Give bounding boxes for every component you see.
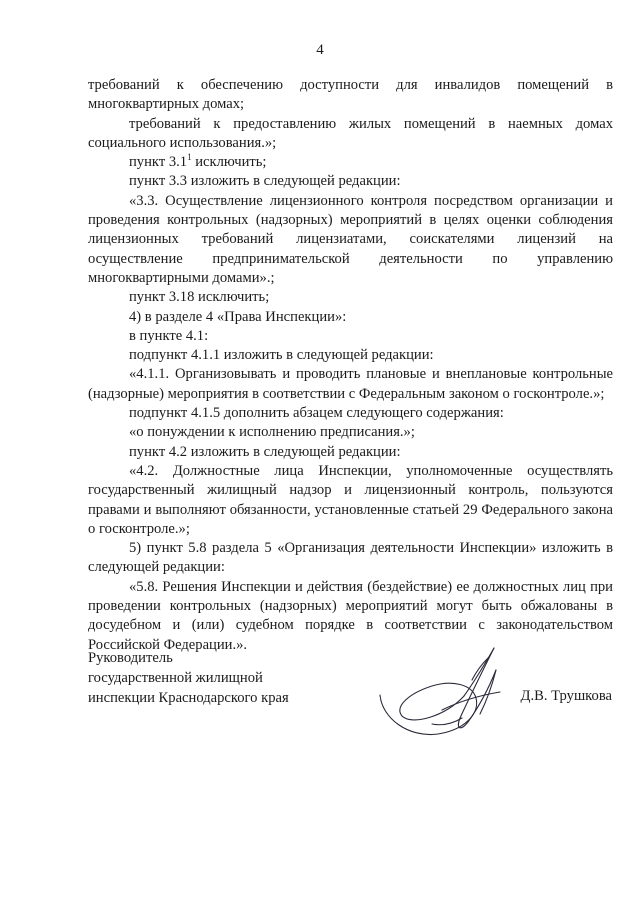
paragraph: «4.1.1. Организовывать и проводить плановые и внеплановые контрольные (надзорные) мероприятия в соответствии с Федеральным законом о госконтроле.»;	[88, 366, 613, 402]
signatory-position	[88, 648, 348, 708]
position-line: инспекции Краснодарского края	[88, 690, 289, 706]
position-line: Руководитель	[88, 650, 173, 666]
paragraph-text: пункт 3.1	[129, 154, 188, 171]
handwritten-signature	[372, 640, 512, 750]
superscript: 1	[187, 152, 192, 163]
paragraph: подпункт 4.1.5 дополнить абзацем следующего содержания:	[129, 405, 504, 422]
document-body	[88, 76, 613, 655]
paragraph: 5) пункт 5.8 раздела 5 «Организация деятельности Инспекции» изложить в следующей редакции:	[88, 540, 613, 576]
paragraph: 4) в разделе 4 «Права Инспекции»:	[129, 308, 347, 325]
page-number: 4	[316, 42, 324, 58]
paragraph: пункт 3.3 изложить в следующей редакции:	[129, 173, 401, 190]
paragraph: в пункте 4.1:	[129, 327, 209, 344]
signatory-name: Д.В. Трушкова	[520, 688, 612, 704]
paragraph	[88, 153, 613, 172]
paragraph: подпункт 4.1.1 изложить в следующей редакции:	[129, 347, 434, 364]
paragraph: пункт 4.2 изложить в следующей редакции:	[129, 443, 401, 460]
paragraph: «о понуждении к исполнению предписания.»;	[129, 424, 415, 441]
paragraph-text: исключить;	[191, 154, 267, 171]
paragraph: требований к предоставлению жилых помещений в наемных домах социального использования.»;	[88, 115, 613, 151]
paragraph: «4.2. Должностные лица Инспекции, уполномоченные осуществлять государственный жилищный надзор и лицензионный контроль, пользуются правами и выполняют обязанности, установленные статьей 29 Федерального закона о госконтроле.»;	[88, 462, 613, 537]
paragraph: «5.8. Решения Инспекции и действия (бездействие) ее должностных лиц при проведении контрольных (надзорных) мероприятий могут быть обжалованы в досудебном и (или) судебном порядке в соответствии с законодательством Российской Федерации.».	[88, 578, 613, 653]
paragraph: требований к обеспечению доступности для инвалидов помещений в многоквартирных домах;	[88, 77, 613, 113]
paragraph: пункт 3.18 исключить;	[129, 289, 270, 306]
paragraph: «3.3. Осуществление лицензионного контроля посредством организации и проведения контрольных (надзорных) мероприятий в целях оценки соблюдения лицензионных требований лицензиатами, соискателями лицензий на осуществление предпринимательской деятельности по управлению многоквартирными домами».;	[88, 192, 613, 286]
position-line: государственной жилищной	[88, 670, 263, 686]
